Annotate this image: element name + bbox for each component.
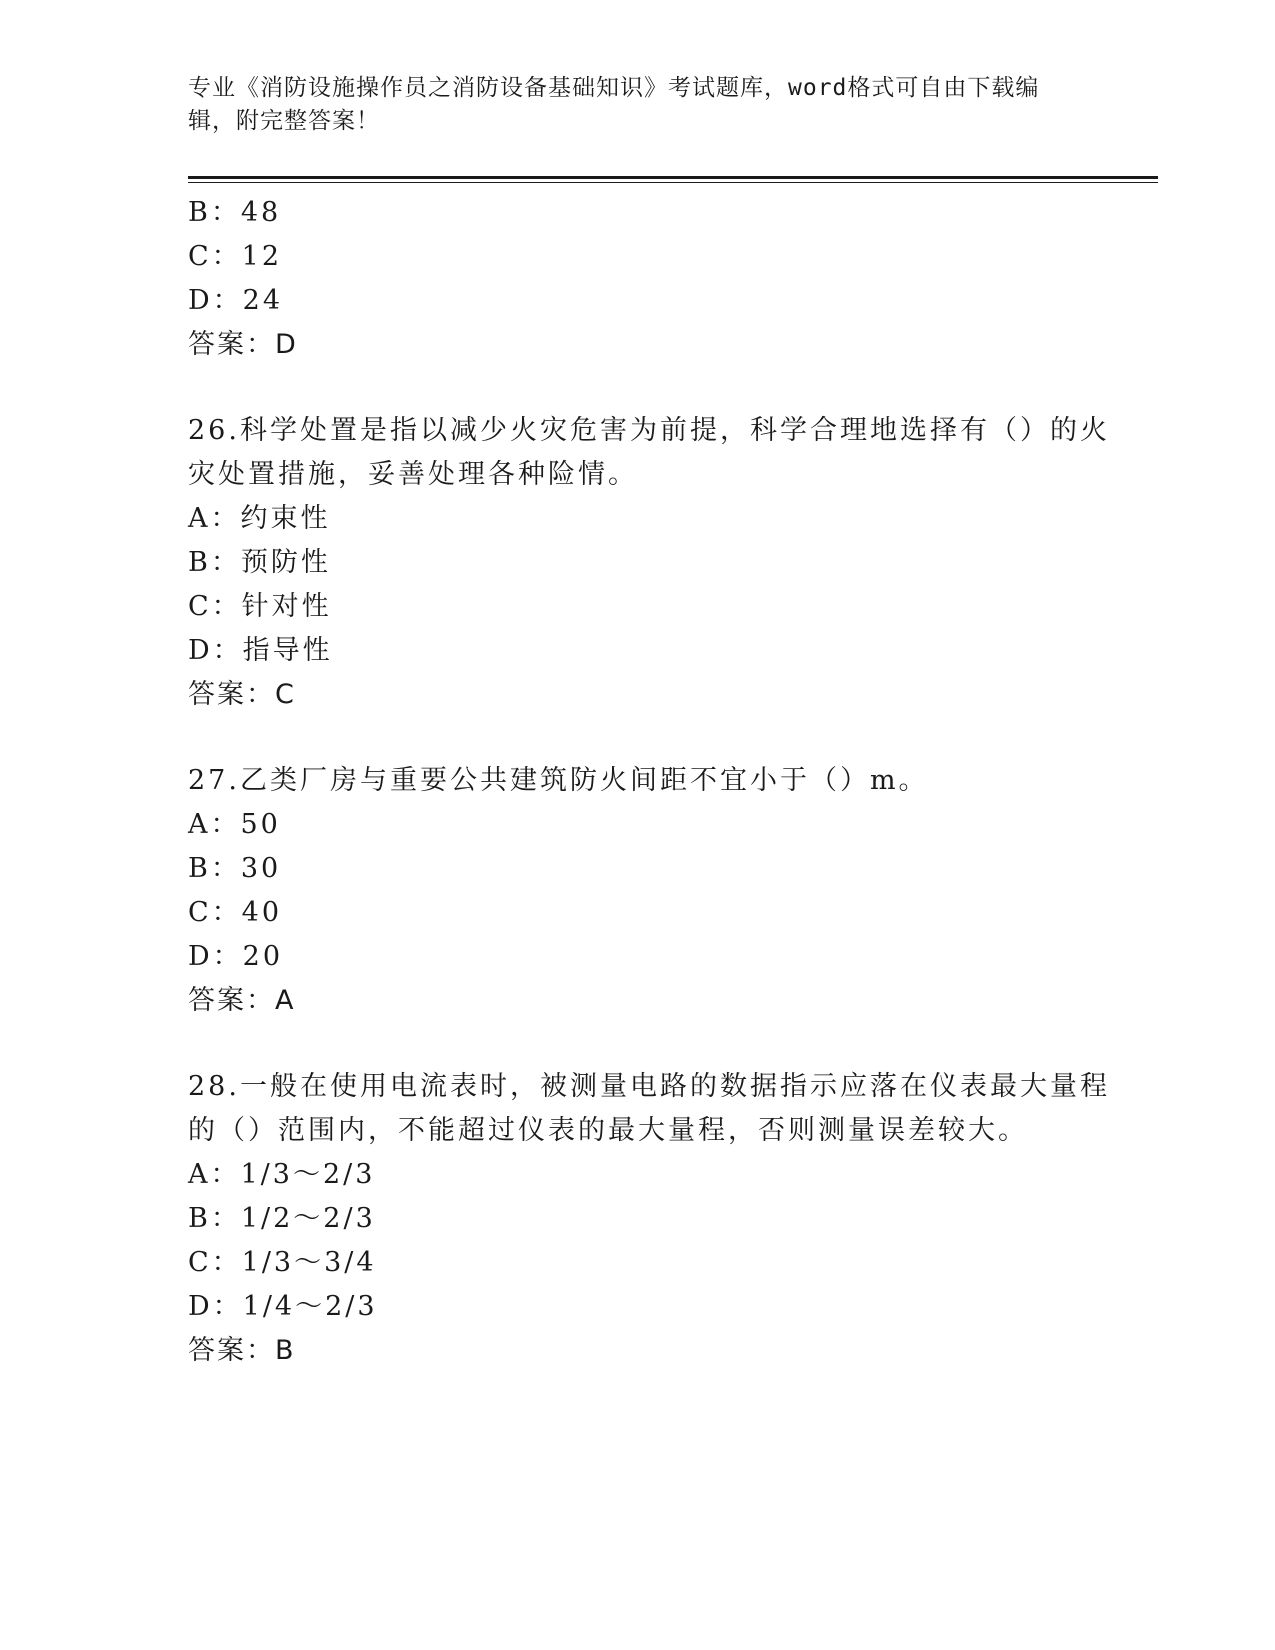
q27-option-b: B：30 <box>188 853 282 884</box>
q28-option-c: C：1/3～3/4 <box>188 1247 377 1278</box>
q26-stem-line-1: 26.科学处置是指以减少火灾危害为前提，科学合理地选择有（）的火 <box>188 415 1110 446</box>
q26-option-a: A：约束性 <box>188 503 331 534</box>
q26-option-d: D：指导性 <box>188 635 333 666</box>
q25-option-c: C：12 <box>188 241 283 272</box>
q26-option-b: B：预防性 <box>188 547 331 578</box>
q27-answer: 答案：A <box>188 985 296 1016</box>
header-line-2: 辑，附完整答案！ <box>188 108 380 134</box>
q27-option-d: D：20 <box>188 941 284 972</box>
q26-answer: 答案：C <box>188 679 296 710</box>
q28-option-a: A：1/3～2/3 <box>188 1159 376 1190</box>
q27-stem-line-1: 27.乙类厂房与重要公共建筑防火间距不宜小于（）m。 <box>188 765 929 796</box>
header-rule-thin <box>188 182 1158 183</box>
q28-option-d: D：1/4～2/3 <box>188 1291 378 1322</box>
document-header <box>188 72 1088 138</box>
q26-stem-line-2: 灾处置措施，妥善处理各种险情。 <box>188 459 638 490</box>
q25-option-b: B：48 <box>188 197 282 228</box>
q25-option-d: D：24 <box>188 285 284 316</box>
q27-option-a: A：50 <box>188 809 281 840</box>
header-rule-thick <box>188 176 1158 179</box>
q26-option-c: C：针对性 <box>188 591 332 622</box>
q27-option-c: C：40 <box>188 897 283 928</box>
header-line-1: 专业《消防设施操作员之消防设备基础知识》考试题库，word格式可自由下载编 <box>188 75 1040 101</box>
q28-answer: 答案：B <box>188 1335 296 1366</box>
q25-answer: 答案：D <box>188 329 298 360</box>
q28-stem-line-1: 28.一般在使用电流表时，被测量电路的数据指示应落在仪表最大量程 <box>188 1071 1110 1102</box>
q28-stem-line-2: 的（）范围内，不能超过仪表的最大量程，否则测量误差较大。 <box>188 1115 1028 1146</box>
q28-option-b: B：1/2～2/3 <box>188 1203 376 1234</box>
